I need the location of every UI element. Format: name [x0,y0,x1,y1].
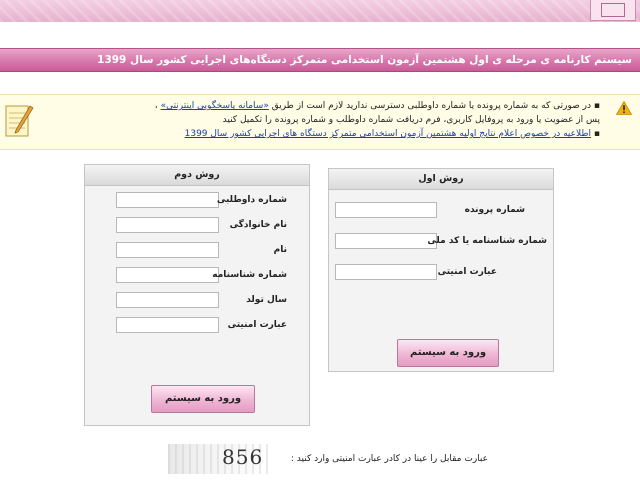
national-id-label: شماره شناسنامه یا کد ملی [427,236,547,246]
support-system-link[interactable]: «سامانه پاسخگویی اینترنتی» [160,101,269,111]
notepad-pencil-icon [4,102,34,140]
captcha-image [168,444,272,474]
birth-year-label: سال تولد [246,295,287,305]
notice-box [0,94,640,150]
login-button-method-one[interactable]: ورود به سیستم [397,339,499,367]
national-id-input[interactable] [335,233,437,249]
id-number-label: شماره شناسنامه [212,270,287,280]
method-one-title: روش اول [329,169,553,190]
notice-line-1-text: در صورتی که به شماره پرونده یا شماره داوطلبی دسترسی ندارید لازم است از طریق [271,101,592,111]
captcha-code: 856 [222,445,264,469]
title-bar [0,48,640,72]
birth-year-input[interactable] [116,292,219,308]
first-name-label: نام [273,245,287,255]
top-banner [0,0,640,22]
banner-ornament-icon [590,0,636,21]
method-one-panel [328,168,554,372]
captcha-prompt: عبارت مقابل را عینا در کادر عبارت امنیتی وارد کنید : [290,454,488,464]
warning-icon [616,101,632,115]
candidate-number-label: شماره داوطلبی [216,195,287,205]
security-code-input-method-two[interactable] [116,317,219,333]
notice-line-1-suffix: ، [154,101,158,111]
last-name-input[interactable] [116,217,219,233]
security-code-input-method-one[interactable] [335,264,437,280]
security-code-label-method-two: عبارت امنیتی [227,320,287,330]
id-number-input[interactable] [116,267,219,283]
notice-bullet-3: ▪ [593,129,600,139]
notice-line-1 [40,99,600,113]
candidate-number-input[interactable] [116,192,219,208]
notice-text [40,99,600,141]
file-number-input[interactable] [335,202,437,218]
first-name-input[interactable] [116,242,219,258]
last-name-label: نام خانوادگی [229,220,287,230]
notice-bullet-1: ▪ [593,101,600,111]
notice-line-2: پس از عضویت یا ورود به پروفایل کاربری، فرم دریافت شماره داوطلب و شماره پرونده را تکمیل کنید [222,115,600,125]
login-button-method-two[interactable]: ورود به سیستم [151,385,255,413]
results-announcement-link[interactable]: اطلاعیه در خصوص اعلام نتایج اولیه هشتمین آزمون استخدامی متمرکز دستگاه های اجرایی کشور سال 1399 [184,129,592,139]
file-number-label: شماره پرونده [464,205,525,215]
security-code-label-method-one: عبارت امنیتی [437,267,497,277]
page-title: سیستم کارنامه ی مرحله ی اول هشتمین آزمون استخدامی متمرکز دستگاه‌های اجرایی کشور سال 1399 [97,54,632,66]
notice-line-3 [40,127,600,141]
method-two-panel [84,164,310,426]
method-two-title: روش دوم [85,165,309,186]
